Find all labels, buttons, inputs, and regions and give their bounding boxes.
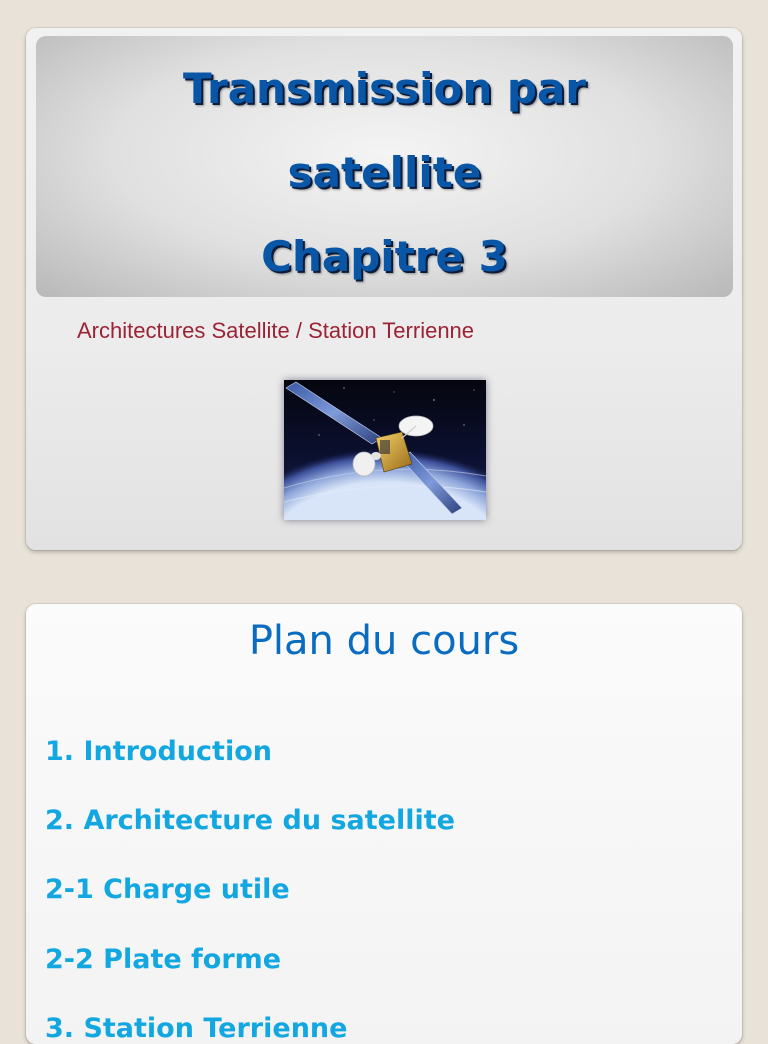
- plan-item-architecture: 2. Architecture du satellite: [45, 805, 455, 836]
- slide-title-line-1: Transmission par: [182, 64, 587, 113]
- slide-subtitle: Architectures Satellite / Station Terrienne: [77, 318, 475, 343]
- title-panel: [36, 36, 733, 297]
- plan-item-introduction: 1. Introduction: [45, 736, 272, 767]
- plan-item-charge-utile: 2-1 Charge utile: [45, 874, 290, 905]
- plan-item-station-terrienne: 3. Station Terrienne: [45, 1013, 348, 1044]
- title-slide: [26, 28, 742, 550]
- course-plan-slide: [26, 604, 742, 1044]
- satellite-image: [284, 380, 486, 520]
- slide-title-line-2: satellite: [287, 148, 482, 197]
- plan-item-plate-forme: 2-2 Plate forme: [45, 944, 282, 975]
- slide-title-line-3: Chapitre 3: [261, 232, 508, 281]
- plan-title: Plan du cours: [248, 618, 520, 664]
